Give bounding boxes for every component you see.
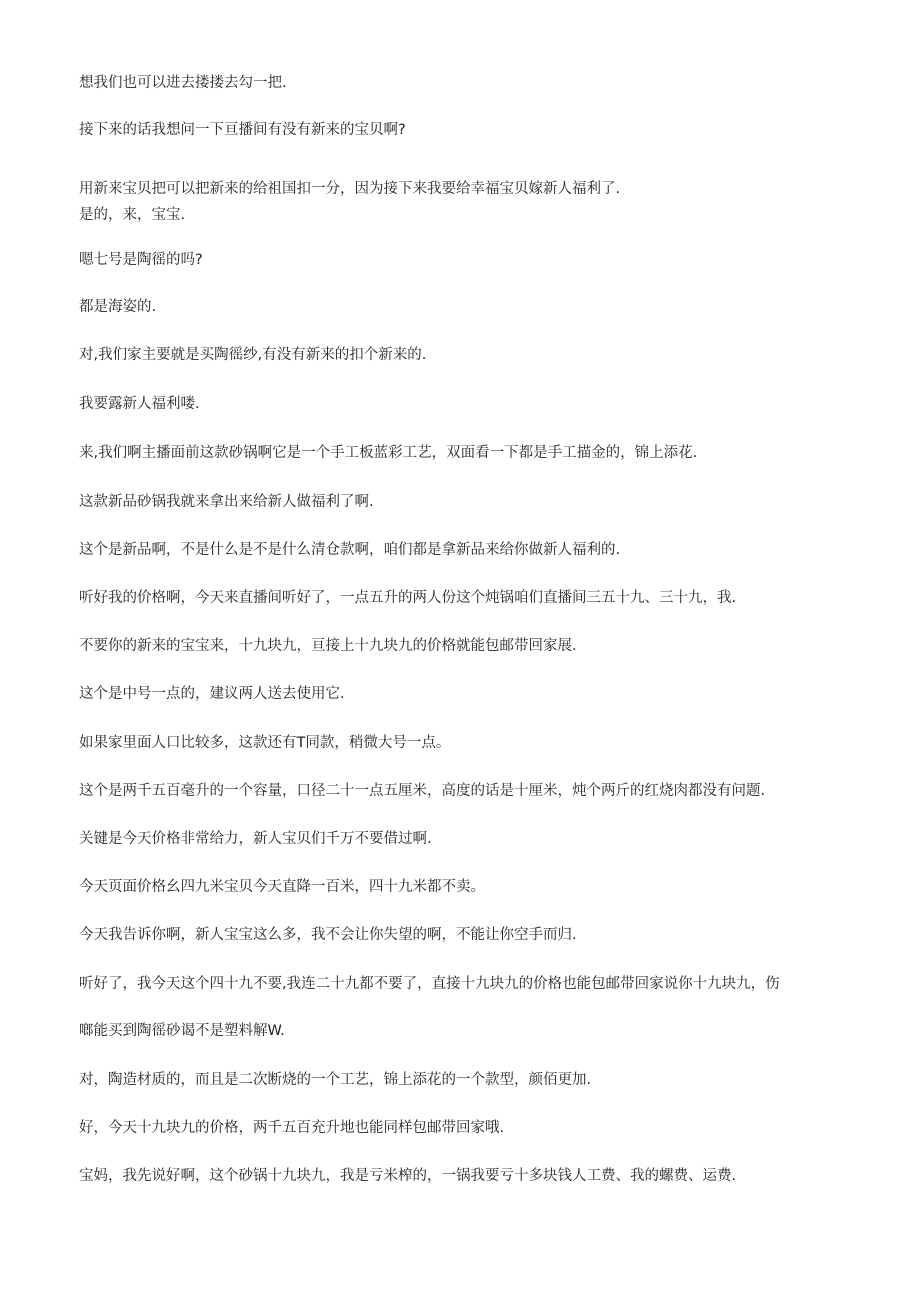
text-line: 今天页面价格幺四九米宝贝今天直降一百米，四十九米都不卖。 xyxy=(79,879,485,895)
text-line: 对,我们家主要就是买陶徭纱,有没有新来的扣个新来的. xyxy=(79,347,427,363)
text-line: 这个是中号一点的，建议两人送去使用它. xyxy=(79,686,345,702)
text-line: 我要露新人福利喽. xyxy=(79,396,200,412)
text-line: 这个是新品啊，不是什么是不是什么清仓款啊，咱们都是拿新品来给你做新人福利的. xyxy=(79,542,621,558)
text-line: 来,我们啊主播面前这款砂锅啊它是一个手工板蓝彩工艺，双面看一下都是手工描金的，锦上添花. xyxy=(79,445,698,461)
text-line: 这款新品砂锅我就来拿出来给新人做福利了啊. xyxy=(79,494,374,510)
text-line: 都是海姿的. xyxy=(79,299,157,315)
text-line: 嗯七号是陶徭的吗? xyxy=(79,252,203,268)
text-line: 宝妈，我先说好啊，这个砂锅十九块九，我是亏米榨的，一锅我要亏十多块钱人工费、我的螺费、运费. xyxy=(79,1168,737,1184)
text-line: 对，陶造材质的，而且是二次断烧的一个工艺，锦上添花的一个款型，颜佰更加. xyxy=(79,1072,592,1088)
text-line: 如果家里面人口比较多，这款还有T同款，稍微大号一点。 xyxy=(79,735,451,751)
text-line: 接下来的话我想问一下亘播间有没有新来的宝贝啊? xyxy=(79,122,406,138)
text-line: 啷能买到陶徭砂谒不是塑料解W. xyxy=(79,1023,285,1039)
text-line: 今天我告诉你啊，新人宝宝这么多，我不会让你失望的啊，不能让你空手而归. xyxy=(79,927,577,943)
text-line: 听好了，我今天这个四十九不要,我连二十九都不要了，直接十九块九的价格也能包邮带回家说你十九块九，伤 xyxy=(79,976,780,992)
text-line: 关键是今天价格非常给力，新人宝贝们千万不要借过啊. xyxy=(79,831,432,847)
text-line: 这个是两千五百毫升的一个容量，口径二十一点五厘米，高度的话是十厘米，炖个两斤的红烧肉都没有问题. xyxy=(79,783,766,799)
text-line: 想我们也可以进去搂搂去勾一把. xyxy=(79,75,287,91)
text-line: 用新来宝贝把可以把新来的给祖国扣一分，因为接下来我要给幸福宝贝嫁新人福利了. xyxy=(79,181,621,197)
text-line: 是的，来，宝宝. xyxy=(79,207,186,223)
text-line: 听好我的价格啊，今天来直播间听好了，一点五升的两人份这个炖锅咱们直播间三五十九、三十九，我. xyxy=(79,590,737,606)
text-line: 好，今天十九块九的价格，两千五百充升地也能同样包邮带回家哦. xyxy=(79,1120,505,1136)
text-line: 不要你的新来的宝宝来，十九块九，亘接上十九块九的价格就能包邮带回家展. xyxy=(79,638,577,654)
